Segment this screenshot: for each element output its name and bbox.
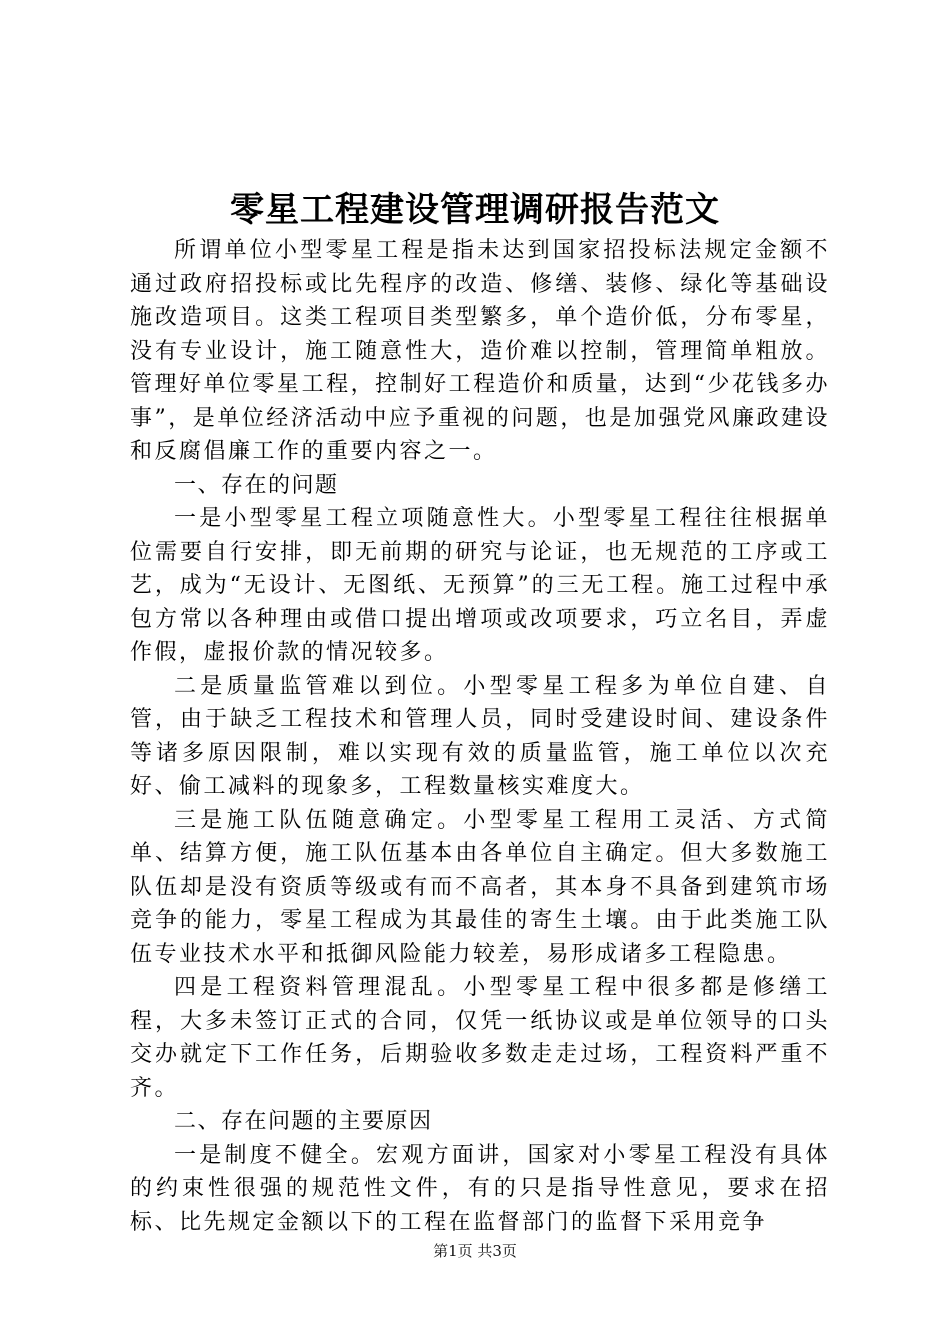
intro-paragraph: 所谓单位小型零星工程是指未达到国家招投标法规定金额不通过政府招投标或比先程序的改造、修缮、装修、绿化等基础设施改造项目。这类工程项目类型繁多，单个造价低，分布零星，没有专业设计，施工随意性大，造价难以控制，管理简单粗放。管理好单位零星工程，控制好工程造价和质量，达到“少花钱多办事”，是单位经济活动中应予重视的问题，也是加强党风廉政建设和反腐倡廉工作的重要内容之一。	[130, 238, 830, 464]
page-number-footer: 第1页 共3页	[433, 1242, 517, 1260]
document-title: 零星工程建设管理调研报告范文	[230, 190, 720, 230]
problem-paragraph-3: 三是施工队伍随意确定。小型零星工程用工灵活、方式简单、结算方便，施工队伍基本由各单位自主确定。但大多数施工队伍却是没有资质等级或有而不高者，其本身不具备到建筑市场竞争的能力，零星工程成为其最佳的寄生土壤。由于此类施工队伍专业技术水平和抵御风险能力较差，易形成诸多工程隐患。	[130, 807, 830, 967]
cause-paragraph-1: 一是制度不健全。宏观方面讲，国家对小零星工程没有具体的约束性很强的规范性文件，有的只是指导性意见，要求在招标、比先规定金额以下的工程在监督部门的监督下采用竞争	[130, 1142, 830, 1235]
problem-paragraph-4: 四是工程资料管理混乱。小型零星工程中很多都是修缮工程，大多未签订正式的合同，仅凭一纸协议或是单位领导的口头交办就定下工作任务，后期验收多数走走过场，工程资料严重不齐。	[130, 975, 830, 1101]
section-heading-problems: 一、存在的问题	[174, 472, 339, 498]
section-heading-causes: 二、存在问题的主要原因	[174, 1109, 433, 1134]
problem-paragraph-1: 一是小型零星工程立项随意性大。小型零星工程往往根据单位需要自行安排，即无前期的研究与论证，也无规范的工序或工艺，成为“无设计、无图纸、无预算”的三无工程。施工过程中承包方常以各种理由或借口提出增项或改项要求，巧立名目，弄虚作假，虚报价款的情况较多。	[130, 506, 830, 665]
problem-paragraph-2: 二是质量监管难以到位。小型零星工程多为单位自建、自管，由于缺乏工程技术和管理人员，同时受建设时间、建设条件等诸多原因限制，难以实现有效的质量监管，施工单位以次充好、偷工减料的现象多，工程数量核实难度大。	[130, 673, 830, 799]
document-body	[130, 234, 830, 1239]
